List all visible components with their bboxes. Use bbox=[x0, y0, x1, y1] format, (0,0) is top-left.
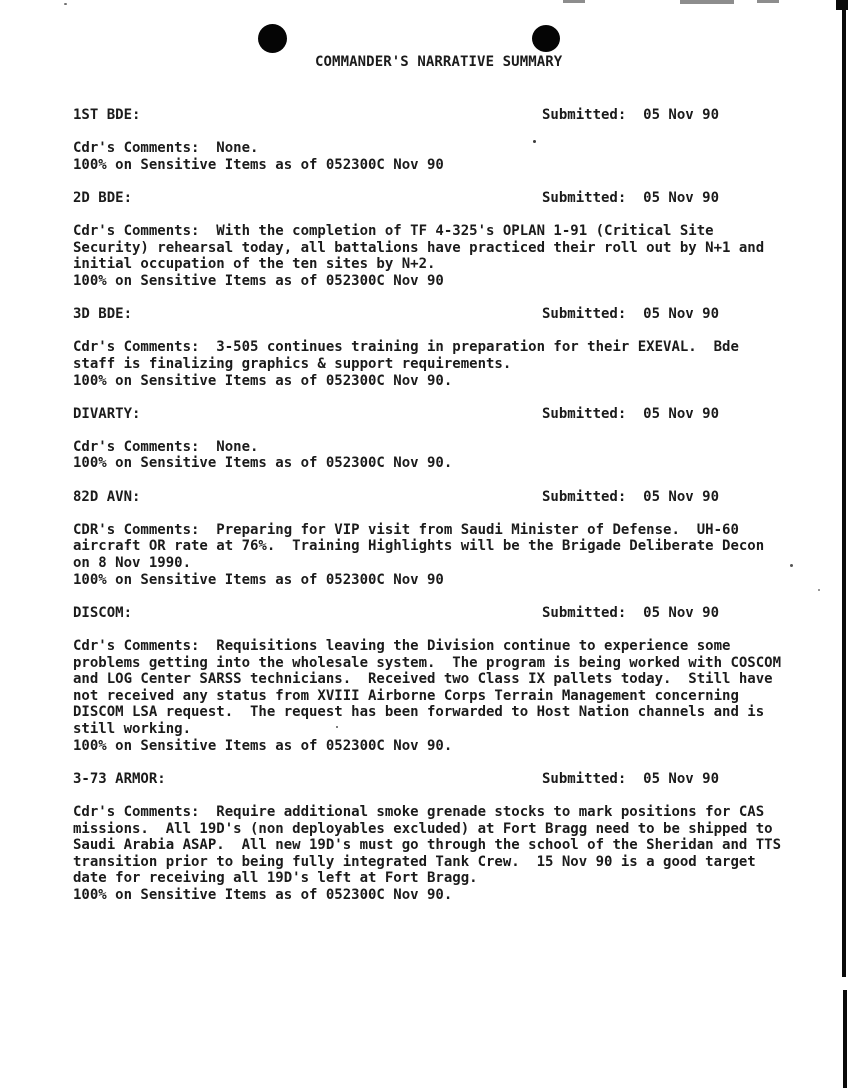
section-body bbox=[73, 804, 833, 904]
comment-line: Cdr's Comments: Require additional smoke grenade stocks to mark positions for CAS bbox=[73, 803, 765, 820]
scan-noise-dash bbox=[714, 0, 734, 4]
submitted-date: Submitted: 05 Nov 90 bbox=[542, 770, 720, 787]
comment-line: on 8 Nov 1990. bbox=[73, 555, 192, 572]
scan-edge-line-lower bbox=[843, 990, 847, 1088]
comment-line: 100% on Sensitive Items as of 052300C Nov 90. bbox=[73, 455, 453, 472]
unit-name: 3D BDE: bbox=[73, 306, 133, 323]
comment-line: and LOG Center SARSS technicians. Received two Class IX pallets today. Still have bbox=[73, 671, 773, 688]
submitted-date: Submitted: 05 Nov 90 bbox=[542, 405, 720, 422]
comment-line: 100% on Sensitive Items as of 052300C Nov 90 bbox=[73, 571, 444, 588]
comment-line: 100% on Sensitive Items as of 052300C Nov 90. bbox=[73, 737, 453, 754]
hole-punch-dot-right bbox=[532, 25, 560, 52]
submitted-date: Submitted: 05 Nov 90 bbox=[542, 604, 720, 621]
comment-line: Cdr's Comments: None. bbox=[73, 438, 259, 455]
report-section bbox=[73, 190, 833, 290]
section-heading bbox=[73, 107, 833, 124]
comment-line: initial occupation of the ten sites by N+2. bbox=[73, 256, 436, 273]
comment-line: transition prior to being fully integrated Tank Crew. 15 Nov 90 is a good target bbox=[73, 853, 756, 870]
section-body bbox=[73, 339, 833, 389]
submitted-date: Submitted: 05 Nov 90 bbox=[542, 107, 720, 123]
comment-line: still working. bbox=[73, 720, 192, 737]
scan-edge-line-upper bbox=[842, 8, 846, 977]
comment-line: Saudi Arabia ASAP. All new 19D's must go through the school of the Sheridan and TTS bbox=[73, 837, 782, 854]
hole-punch-dot-left bbox=[258, 24, 287, 53]
scan-noise-dash bbox=[680, 0, 716, 4]
comment-line: 100% on Sensitive Items as of 052300C Nov 90 bbox=[73, 156, 444, 173]
report-section bbox=[73, 306, 833, 389]
scan-noise-dash bbox=[563, 0, 585, 3]
comment-line: missions. All 19D's (non deployables excluded) at Fort Bragg need to be shipped to bbox=[73, 820, 773, 837]
section-heading bbox=[73, 771, 833, 788]
section-heading bbox=[73, 406, 833, 423]
comment-line: Cdr's Comments: Requisitions leaving the Division continue to experience some bbox=[73, 638, 731, 654]
comment-line: DISCOM LSA request. The request has been forwarded to Host Nation channels and is bbox=[73, 704, 765, 721]
unit-name: 82D AVN: bbox=[73, 488, 141, 505]
report-section bbox=[73, 107, 833, 173]
submitted-date: Submitted: 05 Nov 90 bbox=[542, 488, 720, 505]
unit-name: 1ST BDE: bbox=[73, 107, 141, 123]
submitted-date: Submitted: 05 Nov 90 bbox=[542, 189, 720, 206]
section-body bbox=[73, 638, 833, 754]
section-heading bbox=[73, 605, 833, 622]
section-body bbox=[73, 140, 833, 173]
section-body bbox=[73, 439, 833, 472]
comment-line: Cdr's Comments: With the completion of TF 4-325's OPLAN 1-91 (Critical Site bbox=[73, 223, 714, 240]
comment-line: date for receiving all 19D's left at Fort Bragg. bbox=[73, 870, 478, 887]
section-heading bbox=[73, 306, 833, 323]
report-section bbox=[73, 771, 833, 904]
comment-line: staff is finalizing graphics & support requirements. bbox=[73, 355, 512, 372]
section-body bbox=[73, 522, 833, 588]
report-section bbox=[73, 406, 833, 472]
unit-name: DIVARTY: bbox=[73, 405, 141, 422]
comment-line: Security) rehearsal today, all battalions have practiced their roll out by N+1 and bbox=[73, 239, 765, 256]
comment-line: 100% on Sensitive Items as of 052300C Nov 90 bbox=[73, 272, 444, 289]
section-heading bbox=[73, 190, 833, 207]
comment-line: 100% on Sensitive Items as of 052300C Nov 90. bbox=[73, 372, 453, 389]
section-body bbox=[73, 223, 833, 289]
comment-line: aircraft OR rate at 76%. Training Highlights will be the Brigade Deliberate Decon bbox=[73, 538, 765, 555]
comment-line: Cdr's Comments: None. bbox=[73, 140, 259, 157]
comment-line: not received any status from XVIII Airborne Corps Terrain Management concerning bbox=[73, 687, 739, 704]
unit-name: 3-73 ARMOR: bbox=[73, 770, 166, 787]
section-heading bbox=[73, 489, 833, 506]
submitted-date: Submitted: 05 Nov 90 bbox=[542, 306, 720, 323]
report-section bbox=[73, 489, 833, 589]
comment-line: problems getting into the wholesale system. The program is being worked with COSCOM bbox=[73, 654, 782, 671]
report-sections bbox=[73, 107, 833, 920]
report-section bbox=[73, 605, 833, 754]
unit-name: 2D BDE: bbox=[73, 189, 133, 206]
comment-line: CDR's Comments: Preparing for VIP visit from Saudi Minister of Defense. UH-60 bbox=[73, 521, 739, 538]
comment-line: 100% on Sensitive Items as of 052300C Nov 90. bbox=[73, 886, 453, 903]
unit-name: DISCOM: bbox=[73, 604, 133, 621]
scan-noise-dash bbox=[757, 0, 779, 3]
document-title: COMMANDER'S NARRATIVE SUMMARY bbox=[315, 54, 563, 70]
scan-noise-speck bbox=[64, 3, 67, 5]
comment-line: Cdr's Comments: 3-505 continues training in preparation for their EXEVAL. Bde bbox=[73, 339, 739, 356]
